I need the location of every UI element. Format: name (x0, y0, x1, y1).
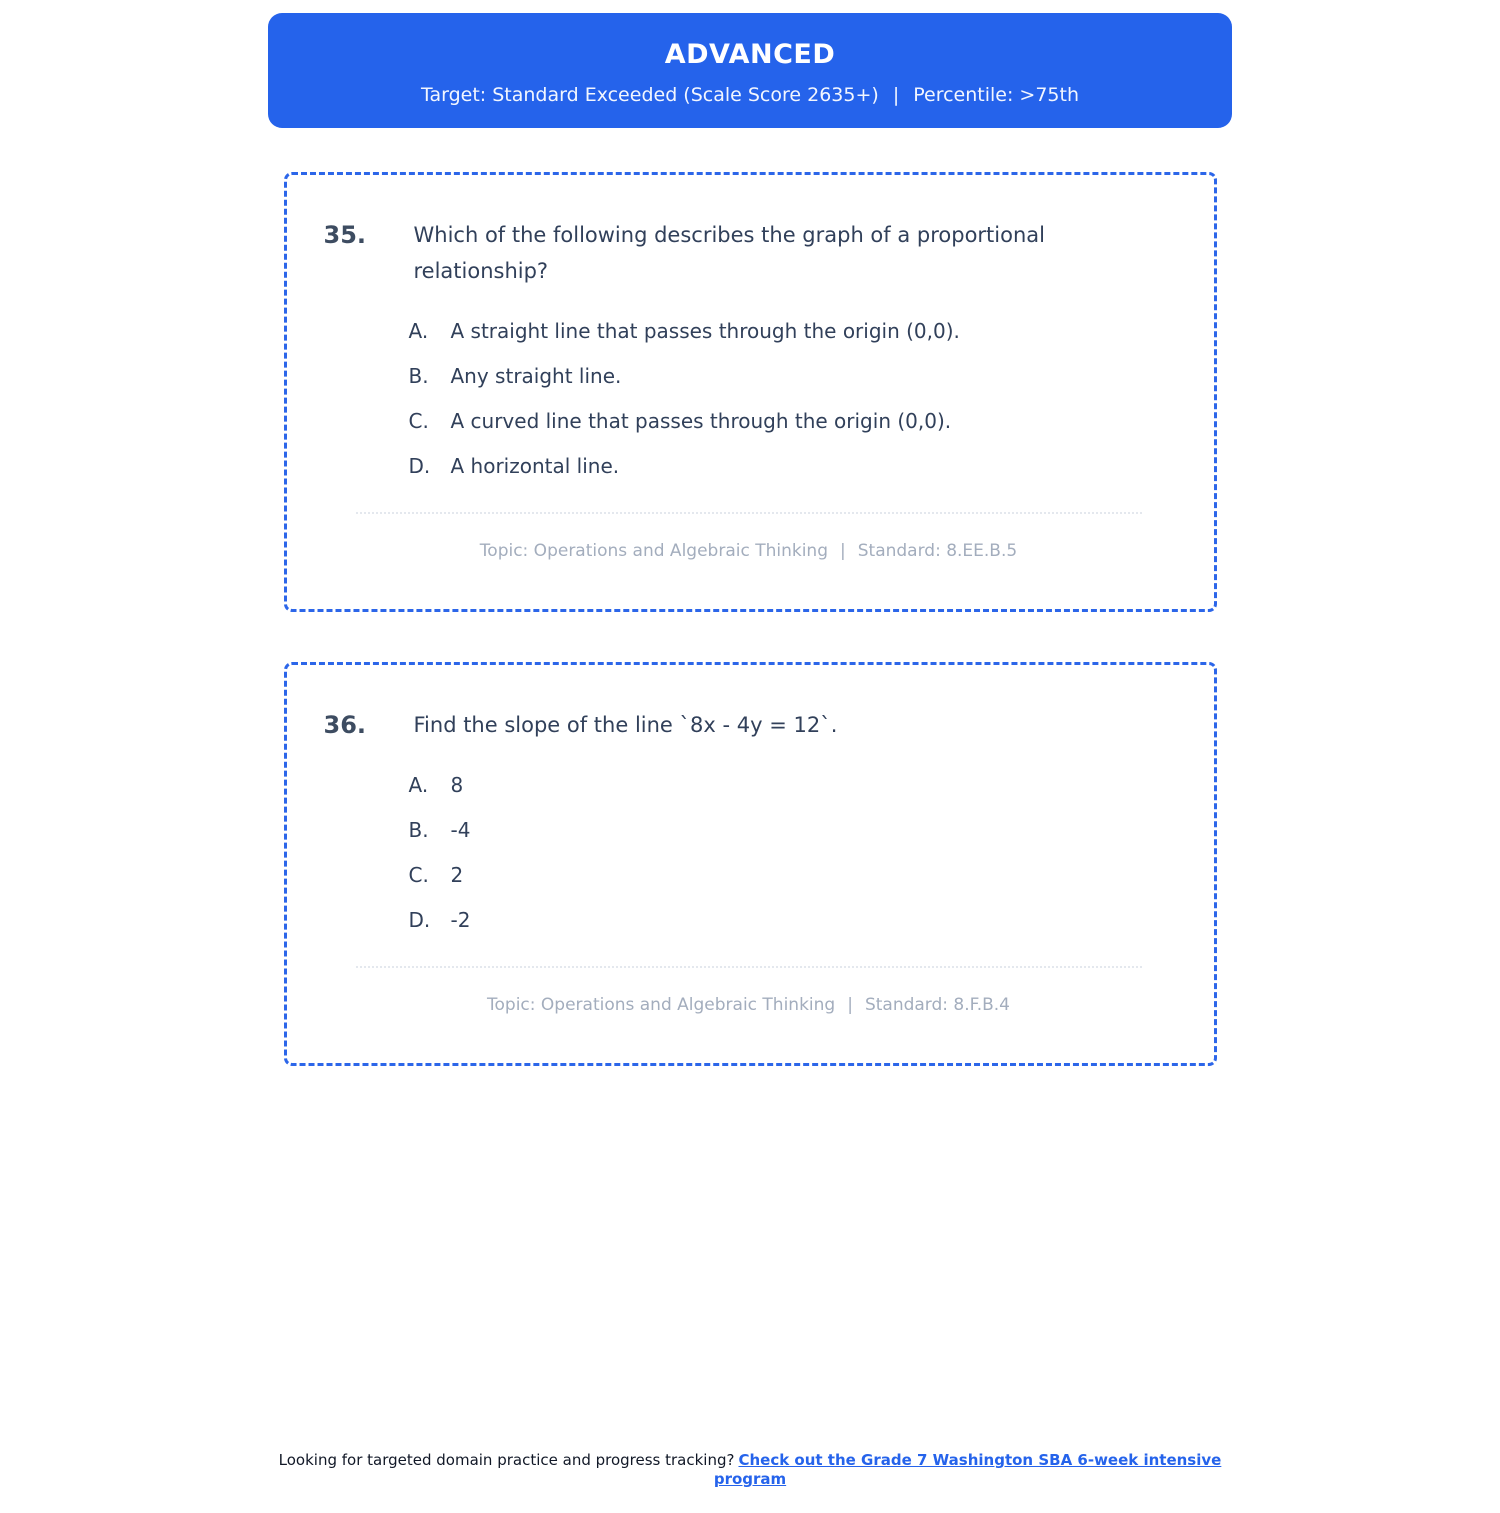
option-row-c (324, 405, 1174, 437)
option-text: 8 (450, 773, 464, 797)
option-letter: C. (408, 863, 429, 887)
option-text: -4 (450, 818, 471, 842)
question-row (324, 217, 1174, 289)
question-card-inner (287, 175, 1214, 609)
option-text: Any straight line. (450, 364, 622, 388)
level-subtitle (268, 84, 1232, 106)
option-text: A curved line that passes through the origin (0,0). (450, 409, 952, 433)
question-card-35 (284, 172, 1217, 612)
options-list (324, 769, 1174, 936)
topic-standard-line (324, 541, 1174, 571)
option-text: 2 (450, 863, 464, 887)
topic-separator: | (840, 541, 846, 561)
footer-program-link[interactable]: Check out the Grade 7 Washington SBA 6-week intensive program (713, 1451, 1222, 1488)
question-card-inner (287, 665, 1214, 1063)
question-text: Which of the following describes the graph of a proportional relationship? (413, 223, 1045, 283)
footer-prompt: Looking for targeted domain practice and progress tracking? (278, 1451, 735, 1469)
subtitle-separator: | (892, 84, 900, 106)
question-row (324, 707, 1174, 743)
footer (0, 1451, 1500, 1489)
topic-text: Topic: Operations and Algebraic Thinking (487, 995, 836, 1015)
option-text: A horizontal line. (450, 454, 620, 478)
option-letter: A. (408, 319, 429, 343)
card-divider (356, 512, 1142, 514)
card-divider (356, 966, 1142, 968)
topic-separator: | (847, 995, 853, 1015)
question-number: 36. (323, 711, 367, 739)
option-row-c (324, 859, 1174, 891)
percentile-text: Percentile: >75th (913, 84, 1079, 106)
option-letter: A. (408, 773, 429, 797)
option-row-d (324, 450, 1174, 482)
level-banner (268, 13, 1232, 128)
option-letter: B. (408, 818, 429, 842)
option-row-a (324, 315, 1174, 347)
option-row-b (324, 814, 1174, 846)
option-text: A straight line that passes through the origin (0,0). (450, 319, 960, 343)
footer-text-block (258, 1451, 1243, 1489)
option-row-b (324, 360, 1174, 392)
option-text: -2 (450, 908, 471, 932)
option-row-a (324, 769, 1174, 801)
standard-text: Standard: 8.EE.B.5 (857, 541, 1018, 561)
question-text: Find the slope of the line `8x - 4y = 12`. (413, 713, 838, 737)
target-text: Target: Standard Exceeded (Scale Score 2635+) (421, 84, 879, 106)
options-list (324, 315, 1174, 482)
question-card-36 (284, 662, 1217, 1066)
option-letter: C. (408, 409, 429, 433)
level-title: ADVANCED (664, 39, 836, 70)
option-letter: D. (408, 454, 431, 478)
topic-text: Topic: Operations and Algebraic Thinking (479, 541, 828, 561)
option-letter: B. (408, 364, 429, 388)
option-row-d (324, 904, 1174, 936)
standard-text: Standard: 8.F.B.4 (864, 995, 1010, 1015)
question-number: 35. (323, 221, 367, 249)
topic-standard-line (324, 995, 1174, 1025)
option-letter: D. (408, 908, 431, 932)
